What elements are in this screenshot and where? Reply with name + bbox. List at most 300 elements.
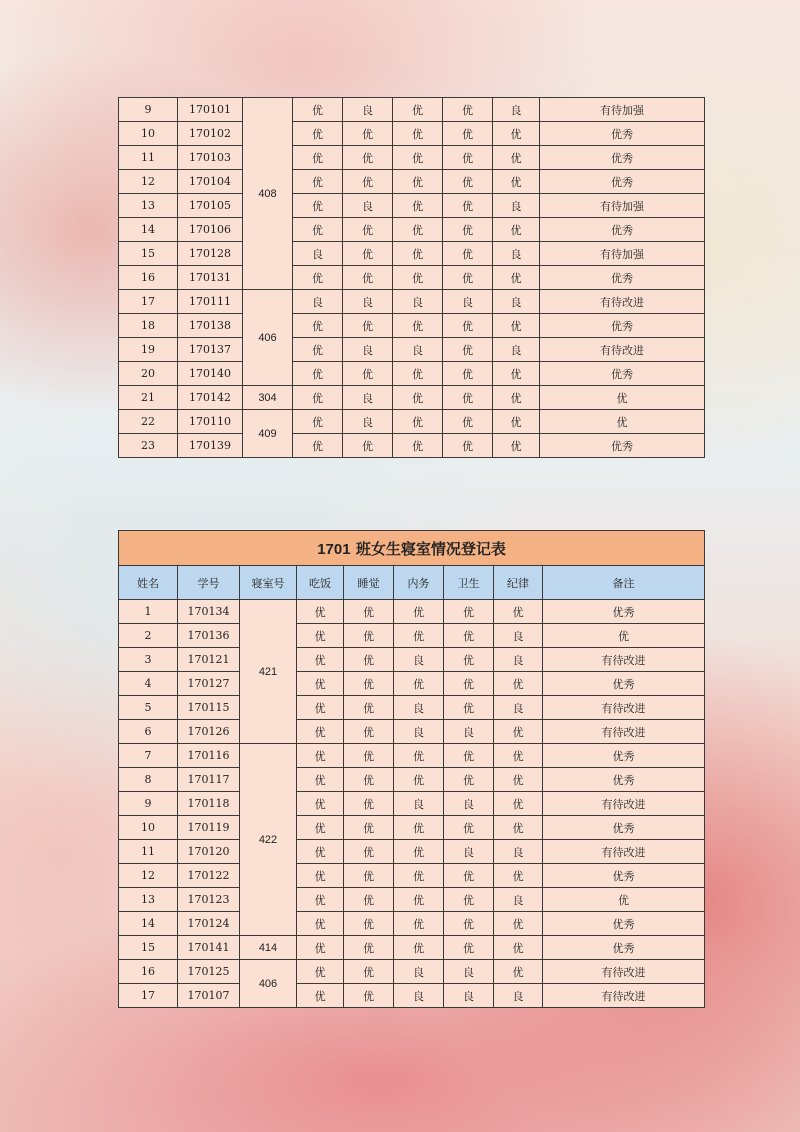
column-header: 吃饭 [297,566,344,600]
grade-cell-5: 优 [494,816,543,840]
grade-cell-4: 优 [444,768,494,792]
grade-cell-2: 良 [343,98,393,122]
grade-cell-3: 优 [394,864,444,888]
remark-cell: 有待加强 [540,98,705,122]
grade-cell-4: 优 [444,648,494,672]
table-body [119,600,705,1008]
table-row [119,410,705,434]
row-number-cell: 12 [119,170,178,194]
grade-cell-2: 优 [344,864,394,888]
grade-cell-4: 优 [444,744,494,768]
student-id-cell: 170110 [178,410,243,434]
row-number-cell: 11 [119,146,178,170]
room-number-cell: 408 [243,98,293,290]
row-number-cell: 15 [119,242,178,266]
grade-cell-4: 优 [443,242,493,266]
grade-cell-5: 良 [494,696,543,720]
table-row [119,290,705,314]
student-id-cell: 170102 [178,122,243,146]
grade-cell-4: 优 [443,434,493,458]
row-number-cell: 9 [119,98,178,122]
grade-cell-3: 优 [393,194,443,218]
table-row [119,194,705,218]
row-number-cell: 3 [119,648,178,672]
remark-cell: 优秀 [540,122,705,146]
table-row [119,840,705,864]
grade-cell-3: 优 [393,122,443,146]
remark-cell: 优秀 [540,146,705,170]
row-number-cell: 19 [119,338,178,362]
grade-cell-2: 优 [344,936,394,960]
room-number-cell: 406 [243,290,293,386]
grade-cell-4: 优 [443,98,493,122]
student-id-cell: 170125 [178,960,240,984]
row-number-cell: 10 [119,816,178,840]
table-row [119,98,705,122]
grade-cell-5: 优 [494,936,543,960]
student-id-cell: 170139 [178,434,243,458]
remark-cell: 有待改进 [540,338,705,362]
column-header: 学号 [178,566,240,600]
row-number-cell: 16 [119,266,178,290]
table-row [119,768,705,792]
student-id-cell: 170105 [178,194,243,218]
grade-cell-3: 优 [393,242,443,266]
grade-cell-3: 优 [393,146,443,170]
remark-cell: 优秀 [543,912,705,936]
remark-cell: 有待改进 [543,696,705,720]
grade-cell-3: 优 [393,386,443,410]
row-number-cell: 2 [119,624,178,648]
grade-cell-2: 优 [344,696,394,720]
grade-cell-3: 优 [394,768,444,792]
grade-cell-1: 优 [297,888,344,912]
student-id-cell: 170136 [178,624,240,648]
column-header: 睡觉 [344,566,394,600]
grade-cell-3: 优 [394,888,444,912]
grade-cell-5: 优 [494,864,543,888]
grade-cell-2: 优 [343,242,393,266]
grade-cell-5: 优 [494,672,543,696]
grade-cell-1: 优 [297,648,344,672]
grade-cell-3: 优 [393,314,443,338]
student-id-cell: 170120 [178,840,240,864]
table-title [119,531,705,566]
grade-cell-3: 优 [394,744,444,768]
grade-cell-4: 优 [444,816,494,840]
column-header: 卫生 [444,566,494,600]
grade-cell-5: 良 [493,242,540,266]
grade-cell-1: 优 [297,744,344,768]
grade-cell-3: 优 [393,434,443,458]
table-row [119,984,705,1008]
grade-cell-2: 优 [343,122,393,146]
grade-cell-1: 优 [297,864,344,888]
table-title-text: 班女生寝室情况登记表 [350,539,506,558]
grade-cell-3: 良 [394,720,444,744]
grade-cell-3: 良 [394,984,444,1008]
grade-cell-4: 优 [443,194,493,218]
grade-cell-5: 优 [493,218,540,242]
room-number-cell: 414 [240,936,297,960]
column-header: 内务 [394,566,444,600]
grade-cell-2: 优 [344,912,394,936]
student-id-cell: 170140 [178,362,243,386]
grade-cell-3: 优 [393,410,443,434]
grade-cell-1: 优 [297,792,344,816]
grade-cell-5: 优 [494,744,543,768]
remark-cell: 优秀 [540,434,705,458]
grade-cell-1: 优 [293,362,343,386]
student-id-cell: 170138 [178,314,243,338]
grade-cell-2: 优 [344,888,394,912]
grade-cell-1: 优 [293,314,343,338]
grade-cell-5: 良 [494,648,543,672]
room-number-cell: 422 [240,744,297,936]
table-body [119,98,705,458]
student-id-cell: 170117 [178,768,240,792]
row-number-cell: 13 [119,194,178,218]
row-number-cell: 21 [119,386,178,410]
dorm-table-boys-continued [118,97,705,458]
remark-cell: 优秀 [543,672,705,696]
table-row [119,936,705,960]
row-number-cell: 16 [119,960,178,984]
remark-cell: 优秀 [543,864,705,888]
grade-cell-2: 优 [343,434,393,458]
grade-cell-2: 优 [344,840,394,864]
row-number-cell: 4 [119,672,178,696]
table-row [119,386,705,410]
grade-cell-1: 优 [297,816,344,840]
remark-cell: 有待加强 [540,242,705,266]
grade-cell-2: 良 [343,410,393,434]
student-id-cell: 170121 [178,648,240,672]
grade-cell-2: 优 [343,170,393,194]
grade-cell-5: 良 [493,194,540,218]
grade-cell-2: 优 [344,600,394,624]
student-id-cell: 170137 [178,338,243,362]
grade-cell-4: 优 [444,864,494,888]
grade-cell-4: 良 [444,840,494,864]
table-header-row [119,566,705,600]
grade-cell-5: 良 [494,984,543,1008]
table-row [119,600,705,624]
student-id-cell: 170131 [178,266,243,290]
grade-cell-3: 优 [394,840,444,864]
row-number-cell: 18 [119,314,178,338]
grade-cell-4: 优 [443,218,493,242]
student-id-cell: 170141 [178,936,240,960]
grade-cell-3: 优 [394,816,444,840]
student-id-cell: 170128 [178,242,243,266]
student-id-cell: 170123 [178,888,240,912]
grade-cell-3: 良 [394,960,444,984]
row-number-cell: 11 [119,840,178,864]
grade-cell-1: 优 [293,338,343,362]
grade-cell-3: 优 [393,218,443,242]
student-id-cell: 170118 [178,792,240,816]
grade-cell-4: 优 [444,936,494,960]
grade-cell-5: 良 [494,888,543,912]
table-row [119,362,705,386]
grade-cell-4: 优 [444,888,494,912]
grade-cell-2: 优 [343,314,393,338]
grade-cell-3: 良 [393,290,443,314]
grade-cell-1: 优 [293,434,343,458]
grade-cell-2: 优 [344,720,394,744]
grade-cell-4: 优 [443,410,493,434]
grade-cell-5: 优 [493,314,540,338]
student-id-cell: 170127 [178,672,240,696]
grade-cell-3: 良 [394,792,444,816]
remark-cell: 优秀 [540,170,705,194]
grade-cell-3: 良 [394,648,444,672]
student-id-cell: 170106 [178,218,243,242]
student-id-cell: 170107 [178,984,240,1008]
room-number-cell: 304 [243,386,293,410]
remark-cell: 优秀 [543,600,705,624]
grade-cell-4: 优 [444,696,494,720]
remark-cell: 有待改进 [543,648,705,672]
grade-cell-2: 良 [343,386,393,410]
grade-cell-3: 良 [394,696,444,720]
remark-cell: 优秀 [543,744,705,768]
student-id-cell: 170104 [178,170,243,194]
grade-cell-1: 优 [293,146,343,170]
grade-cell-1: 优 [293,194,343,218]
student-id-cell: 170115 [178,696,240,720]
column-header: 姓名 [119,566,178,600]
row-number-cell: 10 [119,122,178,146]
remark-cell: 优秀 [543,816,705,840]
grade-cell-2: 优 [343,362,393,386]
remark-cell: 优 [543,624,705,648]
grade-cell-4: 优 [444,912,494,936]
grade-cell-1: 优 [293,98,343,122]
row-number-cell: 6 [119,720,178,744]
row-number-cell: 9 [119,792,178,816]
row-number-cell: 7 [119,744,178,768]
grade-cell-1: 优 [297,936,344,960]
grade-cell-4: 优 [443,122,493,146]
grade-cell-1: 优 [297,672,344,696]
grade-cell-2: 良 [343,290,393,314]
remark-cell: 优 [540,410,705,434]
grade-cell-1: 优 [297,696,344,720]
grade-cell-1: 优 [293,410,343,434]
row-number-cell: 14 [119,218,178,242]
grade-cell-1: 优 [297,960,344,984]
table-row [119,816,705,840]
row-number-cell: 17 [119,290,178,314]
grade-cell-4: 优 [444,624,494,648]
grade-cell-3: 优 [394,936,444,960]
grade-cell-5: 优 [494,912,543,936]
student-id-cell: 170134 [178,600,240,624]
grade-cell-1: 优 [297,984,344,1008]
grade-cell-3: 优 [393,362,443,386]
column-header: 纪律 [494,566,543,600]
grade-cell-2: 优 [344,792,394,816]
remark-cell: 优秀 [540,218,705,242]
remark-cell: 优秀 [543,936,705,960]
remark-cell: 有待改进 [543,984,705,1008]
grade-cell-5: 优 [493,410,540,434]
grade-cell-1: 优 [297,720,344,744]
table-row [119,266,705,290]
student-id-cell: 170103 [178,146,243,170]
column-header: 备注 [543,566,705,600]
student-id-cell: 170116 [178,744,240,768]
row-number-cell: 23 [119,434,178,458]
grade-cell-5: 优 [493,266,540,290]
grade-cell-5: 良 [493,290,540,314]
grade-cell-4: 优 [443,386,493,410]
grade-cell-3: 优 [394,912,444,936]
table-row [119,696,705,720]
grade-cell-2: 良 [343,194,393,218]
table-row [119,744,705,768]
grade-cell-3: 优 [393,170,443,194]
student-id-cell: 170124 [178,912,240,936]
room-number-cell: 421 [240,600,297,744]
table-row [119,218,705,242]
student-id-cell: 170101 [178,98,243,122]
remark-cell: 有待改进 [543,840,705,864]
grade-cell-1: 良 [293,290,343,314]
grade-cell-1: 优 [297,840,344,864]
grade-cell-4: 优 [443,338,493,362]
grade-cell-5: 优 [493,146,540,170]
grade-cell-2: 优 [344,960,394,984]
row-number-cell: 12 [119,864,178,888]
table-row [119,672,705,696]
grade-cell-5: 优 [494,720,543,744]
grade-cell-1: 优 [293,266,343,290]
grade-cell-2: 优 [344,672,394,696]
grade-cell-4: 良 [444,984,494,1008]
remark-cell: 有待改进 [543,960,705,984]
grade-cell-3: 优 [394,600,444,624]
grade-cell-1: 优 [297,768,344,792]
grade-cell-5: 良 [493,338,540,362]
grade-cell-5: 优 [493,386,540,410]
grade-cell-2: 优 [344,648,394,672]
grade-cell-4: 优 [444,600,494,624]
grade-cell-5: 良 [494,624,543,648]
row-number-cell: 8 [119,768,178,792]
grade-cell-4: 优 [443,170,493,194]
room-number-cell: 409 [243,410,293,458]
table-row [119,792,705,816]
grade-cell-5: 优 [494,600,543,624]
grade-cell-4: 优 [443,266,493,290]
grade-cell-5: 优 [494,768,543,792]
row-number-cell: 17 [119,984,178,1008]
grade-cell-2: 优 [344,744,394,768]
remark-cell: 优秀 [540,266,705,290]
grade-cell-4: 良 [444,792,494,816]
remark-cell: 优秀 [543,768,705,792]
remark-cell: 有待改进 [540,290,705,314]
table-row [119,146,705,170]
remark-cell: 有待改进 [543,720,705,744]
student-id-cell: 170142 [178,386,243,410]
table-row [119,314,705,338]
student-id-cell: 170126 [178,720,240,744]
grade-cell-2: 优 [344,984,394,1008]
grade-cell-3: 良 [393,338,443,362]
grade-cell-5: 优 [493,362,540,386]
row-number-cell: 22 [119,410,178,434]
grade-cell-1: 优 [293,170,343,194]
grade-cell-3: 优 [393,266,443,290]
grade-cell-5: 优 [493,122,540,146]
grade-cell-1: 优 [293,218,343,242]
grade-cell-1: 优 [293,386,343,410]
table-row [119,720,705,744]
table-row [119,170,705,194]
grade-cell-1: 优 [297,600,344,624]
row-number-cell: 15 [119,936,178,960]
grade-cell-1: 优 [297,912,344,936]
column-header: 寝室号 [240,566,297,600]
grade-cell-5: 优 [494,792,543,816]
grade-cell-4: 良 [443,290,493,314]
table-row [119,242,705,266]
student-id-cell: 170111 [178,290,243,314]
grade-cell-3: 优 [394,624,444,648]
row-number-cell: 20 [119,362,178,386]
table-row [119,888,705,912]
grade-cell-4: 优 [443,146,493,170]
grade-cell-1: 优 [297,624,344,648]
grade-cell-4: 良 [444,960,494,984]
grade-cell-1: 优 [293,122,343,146]
grade-cell-2: 优 [343,266,393,290]
table-row [119,648,705,672]
remark-cell: 有待加强 [540,194,705,218]
grade-cell-5: 优 [493,170,540,194]
grade-cell-1: 良 [293,242,343,266]
table-row [119,434,705,458]
remark-cell: 有待改进 [543,792,705,816]
grade-cell-2: 优 [344,816,394,840]
table-row [119,122,705,146]
student-id-cell: 170119 [178,816,240,840]
grade-cell-2: 优 [344,624,394,648]
dorm-table-girls [118,530,705,1008]
grade-cell-5: 优 [494,960,543,984]
grade-cell-5: 良 [494,840,543,864]
grade-cell-4: 优 [443,362,493,386]
grade-cell-2: 优 [343,146,393,170]
grade-cell-4: 良 [444,720,494,744]
remark-cell: 优秀 [540,362,705,386]
grade-cell-2: 优 [344,768,394,792]
remark-cell: 优秀 [540,314,705,338]
remark-cell: 优 [540,386,705,410]
grade-cell-2: 优 [343,218,393,242]
row-number-cell: 14 [119,912,178,936]
remark-cell: 优 [543,888,705,912]
student-id-cell: 170122 [178,864,240,888]
room-number-cell: 406 [240,960,297,1008]
grade-cell-4: 优 [444,672,494,696]
table-row [119,338,705,362]
table-row [119,624,705,648]
